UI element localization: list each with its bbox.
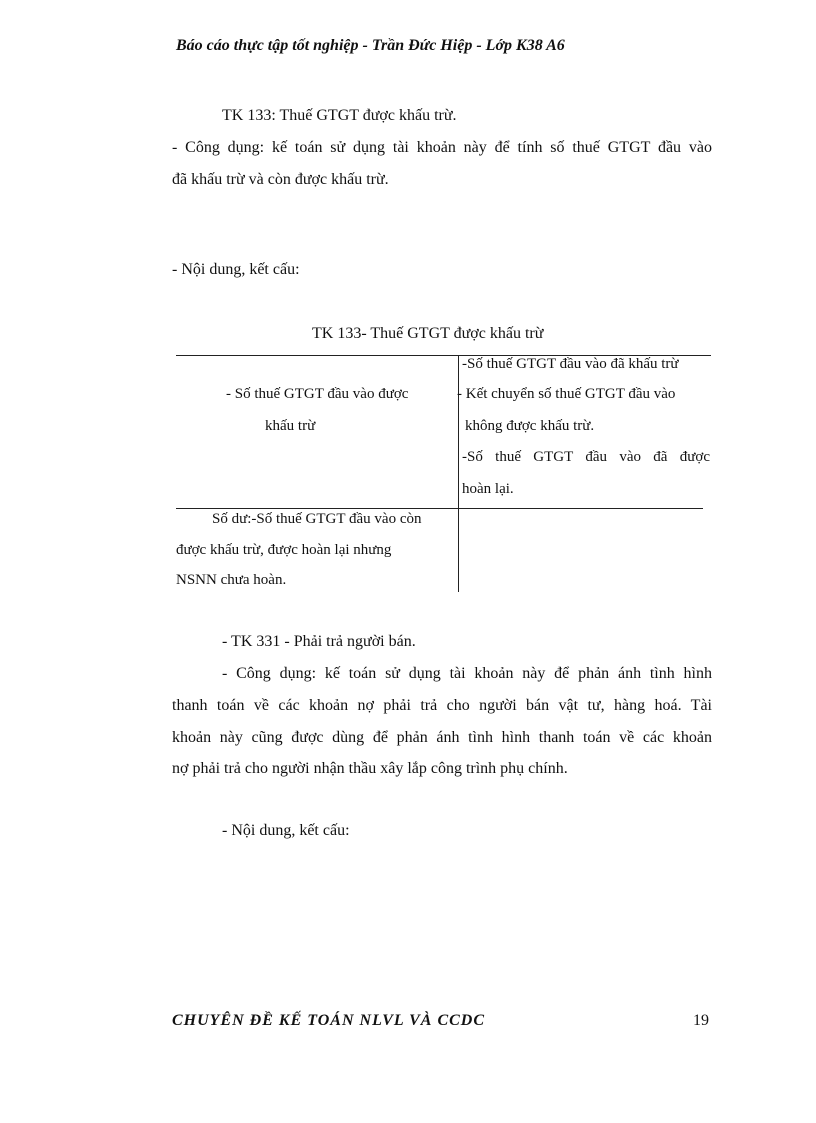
balance-line-1: Số dư:-Số thuế GTGT đầu vào còn	[212, 511, 422, 527]
credit-line-4: -Số thuế GTGT đầu vào đã được	[462, 449, 710, 465]
page-number: 19	[693, 1012, 709, 1029]
credit-line-5: hoàn lại.	[462, 481, 514, 497]
credit-line-3: không được khấu trừ.	[465, 418, 595, 434]
balance-line-2: được khấu trừ, được hoàn lại nhưng	[176, 542, 392, 558]
t-account-title: TK 133- Thuế GTGT được khấu trừ	[312, 325, 544, 342]
tk133-heading: TK 133: Thuế GTGT được khấu trừ.	[222, 107, 457, 124]
tk133-usage-line-1: - Công dụng: kế toán sử dụng tài khoản này để tính số thuế GTGT đầu vào	[172, 139, 712, 156]
debit-line-2: khấu trừ	[265, 418, 316, 434]
tk331-content-label: - Nội dung, kết cấu:	[222, 822, 350, 839]
tk133-content-label: - Nội dung, kết cấu:	[172, 261, 300, 278]
t-account-mid-rule	[176, 508, 703, 509]
footer-title: CHUYÊN ĐỀ KẾ TOÁN NLVL VÀ CCDC	[172, 1012, 486, 1029]
tk331-usage-line-4: nợ phải trả cho người nhận thầu xây lắp công trình phụ chính.	[172, 760, 568, 777]
tk331-usage-line-3: khoản này cũng được dùng để phản ánh tình hình thanh toán về các khoản	[172, 729, 712, 746]
tk331-usage-line-1: - Công dụng: kế toán sử dụng tài khoản này để phản ánh tình hình	[222, 665, 712, 682]
tk331-usage-line-2: thanh toán về các khoản nợ phải trả cho người bán vật tư, hàng hoá. Tài	[172, 697, 712, 714]
page-header: Báo cáo thực tập tốt nghiệp - Trần Đức Hiệp - Lớp K38 A6	[176, 37, 565, 54]
debit-line-1: - Số thuế GTGT đầu vào được	[226, 386, 409, 402]
tk331-heading: - TK 331 - Phải trả người bán.	[222, 633, 416, 650]
tk133-usage-line-2: đã khấu trừ và còn được khấu trừ.	[172, 171, 389, 188]
credit-line-1: -Số thuế GTGT đầu vào đã khấu trừ	[462, 356, 679, 372]
credit-line-2: - Kết chuyển số thuế GTGT đầu vào	[457, 386, 676, 402]
balance-line-3: NSNN chưa hoàn.	[176, 572, 287, 588]
